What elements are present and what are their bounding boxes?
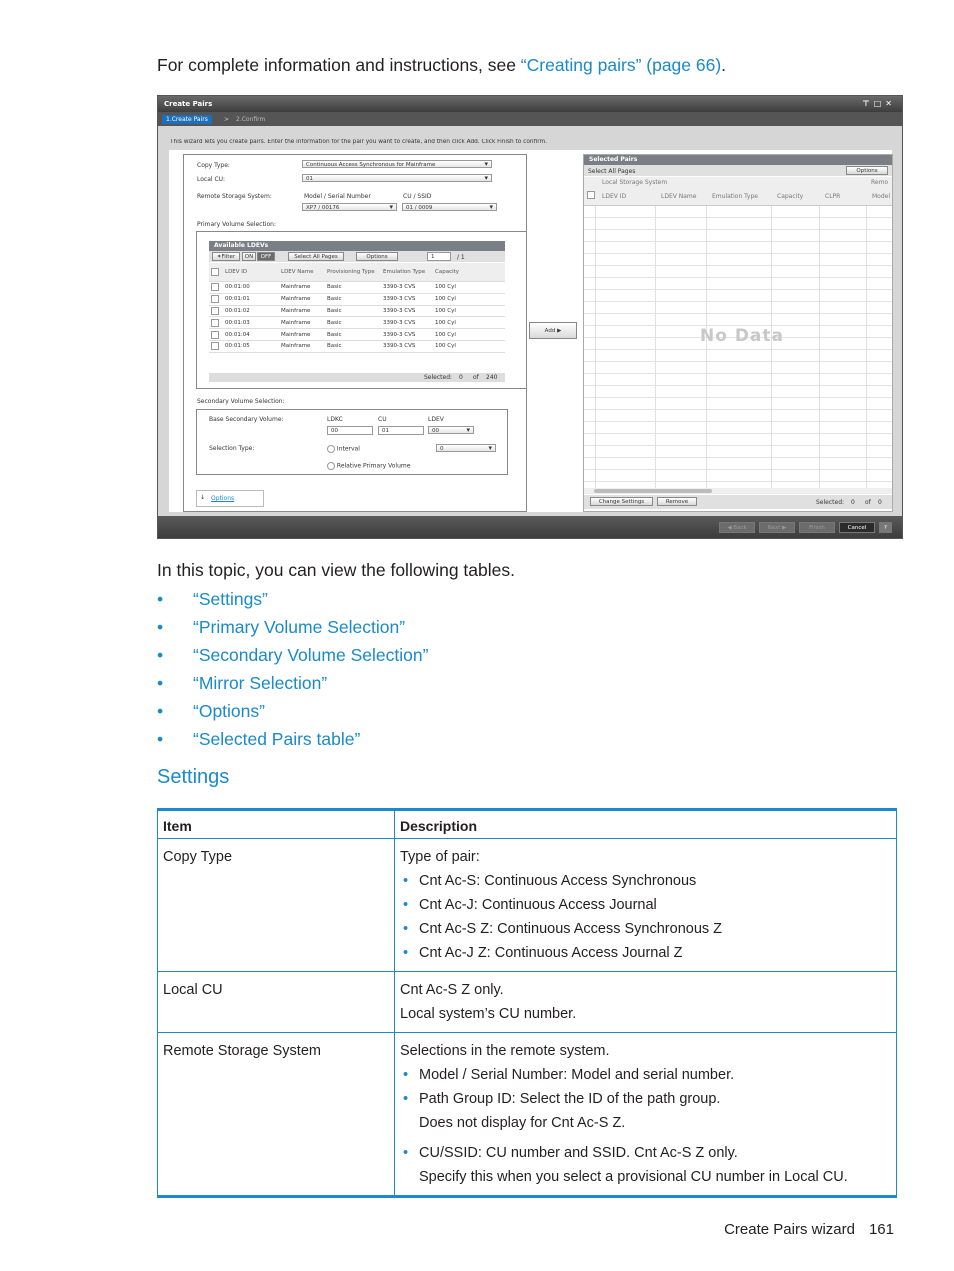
provisioning-type-cell: Basic (325, 293, 381, 305)
model-serial-select[interactable]: XP7 / 00176 ▾ (302, 203, 397, 211)
ldev-total: 240 (486, 374, 498, 381)
ldev-row[interactable] (209, 340, 505, 352)
ldev-name-cell: Mainframe (279, 317, 325, 329)
ldev-row-checkbox[interactable] (211, 319, 219, 327)
pairs-col-clpr[interactable]: CLPR (825, 193, 841, 200)
bullet-icon: • (157, 673, 164, 693)
col-provisioning-type[interactable]: Provisioning Type (325, 263, 381, 282)
copy-type-bullet: • Cnt Ac-J Z: Continuous Access Journal Z (400, 941, 891, 965)
change-settings-button[interactable]: Change Settings (590, 497, 653, 506)
relative-radio-icon (327, 462, 335, 470)
topic-link-item[interactable] (157, 701, 428, 729)
next-button[interactable]: Next ▶ (759, 522, 795, 533)
dialog-title: Create Pairs (164, 100, 213, 108)
local-cu-item: Local CU (158, 972, 395, 1033)
remote-header: Remo (871, 179, 889, 186)
provisioning-type-cell: Basic (325, 305, 381, 317)
pairs-grid (584, 206, 892, 488)
step-create-pairs: 1.Create Pairs (162, 115, 212, 124)
page-total: / 1 (457, 254, 465, 261)
topic-link[interactable]: “Settings” (193, 589, 268, 609)
select-all-checkbox[interactable] (211, 268, 219, 276)
dialog-button-bar (158, 516, 902, 538)
bullet-icon: • (157, 729, 164, 749)
window-controls-icon[interactable]: ⊤□✕ (862, 99, 896, 108)
ldev-row-checkbox-cell (209, 282, 223, 294)
pairs-col-capacity[interactable]: Capacity (777, 193, 804, 200)
topic-link[interactable]: “Primary Volume Selection” (193, 617, 406, 637)
ldev-options-button[interactable]: Options (356, 252, 398, 261)
remote-bullet-cu-ssid: • CU/SSID: CU number and SSID. Cnt Ac-S Z only. (400, 1141, 891, 1165)
remote-bullet-path-group: • Path Group ID: Select the ID of the path group. (400, 1087, 891, 1111)
copy-type-bullet: • Cnt Ac-S Z: Continuous Access Synchronous Z (400, 917, 891, 941)
relative-primary-label: Relative Primary Volume (336, 462, 411, 470)
bullet-icon: • (157, 645, 164, 665)
help-icon[interactable]: ? (879, 522, 892, 533)
pairs-footer (584, 495, 892, 509)
ldev-row-checkbox-cell (209, 317, 223, 329)
topic-link[interactable]: “Secondary Volume Selection” (193, 645, 429, 665)
page-number: 161 (868, 1221, 894, 1238)
topic-intro: In this topic, you can view the following tables. (157, 560, 515, 580)
topic-link-item[interactable] (157, 673, 428, 701)
intro-text (157, 55, 726, 76)
form-pane (183, 154, 527, 512)
ldev-name-cell: Mainframe (279, 329, 325, 341)
header-item: Item (158, 810, 395, 839)
remote-storage-description (395, 1033, 897, 1197)
local-cu-select[interactable]: 01 ▾ (302, 174, 492, 182)
available-ldevs-table (209, 263, 505, 353)
col-capacity[interactable]: Capacity (433, 263, 505, 282)
ldev-id-cell: 00:01:05 (223, 340, 279, 352)
select-all-pages-button[interactable]: Select All Pages (288, 252, 344, 261)
header-checkbox-cell (209, 263, 223, 282)
secondary-volume-label: Secondary Volume Selection: (197, 398, 285, 405)
interval-label: Interval (336, 445, 360, 453)
base-secondary-label: Base Secondary Volume: (209, 416, 284, 423)
ldev-row-checkbox[interactable] (211, 331, 219, 339)
topic-links-list (157, 589, 428, 757)
capacity-cell: 100 Cyl (433, 329, 505, 341)
row-local-cu (158, 972, 897, 1033)
selected-pairs-title: Selected Pairs (584, 155, 892, 165)
settings-heading: Settings (157, 766, 230, 788)
filter-off-button[interactable]: OFF (257, 252, 275, 261)
interval-radio-icon (327, 445, 335, 453)
provisioning-type-cell: Basic (325, 329, 381, 341)
step-separator: > (224, 116, 230, 123)
settings-header-row (158, 810, 897, 839)
remote-cu-ssid-note: Specify this when you select a provisional CU number in Local CU. (419, 1169, 848, 1185)
row-copy-type (158, 839, 897, 972)
ldev-row[interactable] (209, 293, 505, 305)
remove-button[interactable]: Remove (657, 497, 697, 506)
ldev-row-checkbox[interactable] (211, 307, 219, 315)
cu-input[interactable]: 01 (378, 426, 424, 435)
pairs-select-all-button[interactable]: Select All Pages (588, 168, 636, 175)
no-data-text: No Data (700, 326, 785, 346)
col-ldev-id[interactable]: LDEV ID (223, 263, 279, 282)
capacity-cell: 100 Cyl (433, 340, 505, 352)
copy-type-bullet: • Cnt Ac-J: Continuous Access Journal (400, 893, 891, 917)
ldkc-input[interactable]: 00 (327, 426, 373, 435)
selection-type-label: Selection Type: (209, 445, 255, 452)
cu-ssid-label: CU / SSID (403, 193, 432, 200)
ldev-id-cell: 00:01:01 (223, 293, 279, 305)
model-serial-label: Model / Serial Number (304, 193, 371, 200)
ldev-toolbar (209, 251, 505, 262)
bullet-icon: • (157, 589, 164, 609)
relative-primary-radio[interactable] (327, 462, 410, 470)
intro-suffix: . (721, 55, 727, 75)
col-ldev-name[interactable]: LDEV Name (279, 263, 325, 282)
capacity-cell: 100 Cyl (433, 317, 505, 329)
interval-radio[interactable] (327, 445, 360, 453)
wizard-instruction: This wizard lets you create pairs. Enter the information for the pair you want to create, and then click Add. Click Finish to confirm. (170, 139, 548, 145)
remote-storage-item: Remote Storage System (158, 1033, 395, 1197)
options-link[interactable]: Options (211, 495, 235, 502)
bullet-icon: • (157, 701, 164, 721)
pairs-options-button[interactable]: Options (846, 166, 888, 175)
remote-bullet-model: • Model / Serial Number: Model and serial number. (400, 1063, 891, 1087)
emulation-type-cell: 3390-3 CVS (381, 340, 433, 352)
ldev-row-checkbox[interactable] (211, 342, 219, 350)
create-pairs-screenshot (157, 95, 903, 539)
provisioning-type-cell: Basic (325, 340, 381, 352)
capacity-cell: 100 Cyl (433, 282, 505, 294)
pairs-group-header (584, 177, 892, 187)
local-cu-line2: Local system’s CU number. (400, 1006, 577, 1022)
copy-type-item: Copy Type (158, 839, 395, 972)
copy-type-description (395, 839, 897, 972)
ldev-name-cell: Mainframe (279, 340, 325, 352)
ldev-row[interactable] (209, 317, 505, 329)
pairs-col-ldev-name[interactable]: LDEV Name (661, 193, 697, 200)
ldev-row[interactable] (209, 305, 505, 317)
add-button[interactable]: Add ▶ (529, 322, 577, 339)
local-cu-label: Local CU: (197, 176, 226, 183)
copy-type-intro: Type of pair: (400, 849, 480, 865)
emulation-type-cell: 3390-3 CVS (381, 329, 433, 341)
primary-volume-label: Primary Volume Selection: (197, 221, 276, 228)
pairs-col-model[interactable]: Model (872, 193, 891, 200)
emulation-type-cell: 3390-3 CVS (381, 317, 433, 329)
creating-pairs-link[interactable]: “Creating pairs” (page 66) (520, 55, 722, 75)
ldev-label: LDEV (428, 416, 444, 423)
topic-link[interactable]: “Options” (193, 701, 265, 721)
ldev-row[interactable] (209, 329, 505, 341)
ldkc-label: LDKC (327, 416, 343, 423)
cu-ssid-select[interactable]: 01 / 0009 ▾ (402, 203, 497, 211)
filter-button[interactable]: ✶Filter (212, 252, 240, 261)
ldev-name-cell: Mainframe (279, 305, 325, 317)
provisioning-type-cell: Basic (325, 282, 381, 294)
row-remote-storage (158, 1033, 897, 1197)
ldev-name-cell: Mainframe (279, 282, 325, 294)
ldev-row-checkbox-cell (209, 293, 223, 305)
add-button-label: Add (544, 328, 556, 334)
local-cu-line1: Cnt Ac-S Z only. (400, 982, 504, 998)
double-chevron-down-icon: ↓ (200, 494, 206, 501)
intro-prefix: For complete information and instructions, see (157, 55, 521, 75)
cu-label: CU (378, 416, 387, 423)
cancel-button[interactable]: Cancel (839, 522, 875, 533)
provisioning-type-cell: Basic (325, 317, 381, 329)
finish-button[interactable]: Finish (799, 522, 835, 533)
copy-type-label: Copy Type: (197, 162, 230, 169)
ldev-id-cell: 00:01:00 (223, 282, 279, 294)
topic-link-item[interactable] (157, 589, 428, 617)
page-number-input[interactable]: 1 (427, 252, 451, 261)
ldev-selected-count: 0 (459, 374, 463, 381)
step-confirm: 2.Confirm (236, 116, 266, 123)
local-storage-header: Local Storage System (602, 179, 668, 186)
header-description: Description (395, 810, 897, 839)
back-button[interactable]: ◀ Back (719, 522, 755, 533)
capacity-cell: 100 Cyl (433, 305, 505, 317)
available-ldevs-panel (196, 231, 527, 389)
pairs-scroll-thumb[interactable] (594, 489, 712, 493)
available-ldevs-title: Available LDEVs (209, 241, 505, 251)
remote-intro: Selections in the remote system. (400, 1043, 610, 1059)
remote-path-group-note: Does not display for Cnt Ac-S Z. (419, 1115, 626, 1131)
local-cu-description (395, 972, 897, 1033)
topic-link-item[interactable] (157, 645, 428, 673)
pairs-total: 0 (878, 499, 882, 506)
options-expander[interactable] (196, 490, 264, 507)
ldev-row[interactable] (209, 282, 505, 294)
pairs-column-header (584, 187, 892, 206)
ldev-select[interactable]: 00 ▾ (428, 426, 474, 434)
ldev-id-cell: 00:01:03 (223, 317, 279, 329)
secondary-volume-panel (196, 409, 508, 475)
settings-table (157, 808, 897, 1198)
topic-link-item[interactable] (157, 729, 428, 757)
bullet-icon: • (157, 617, 164, 637)
emulation-type-cell: 3390-3 CVS (381, 305, 433, 317)
ldev-name-cell: Mainframe (279, 293, 325, 305)
remote-storage-label: Remote Storage System: (197, 193, 272, 200)
wizard-steps (158, 112, 902, 126)
page-footer (724, 1221, 894, 1238)
col-emulation-type[interactable]: Emulation Type (381, 263, 433, 282)
ldev-footer (209, 373, 505, 382)
ldev-id-cell: 00:01:02 (223, 305, 279, 317)
capacity-cell: 100 Cyl (433, 293, 505, 305)
pairs-select-checkbox[interactable] (587, 191, 595, 199)
pairs-of-label: of (865, 499, 871, 506)
copy-type-bullet: • Cnt Ac-S: Continuous Access Synchronous (400, 869, 891, 893)
ldev-id-cell: 00:01:04 (223, 329, 279, 341)
ldev-row-checkbox[interactable] (211, 283, 219, 291)
pairs-selected-count: 0 (851, 499, 855, 506)
dialog-titlebar (158, 96, 902, 112)
topic-link[interactable]: “Mirror Selection” (193, 673, 328, 693)
ldev-row-checkbox-cell (209, 305, 223, 317)
footer-title: Create Pairs wizard (724, 1221, 855, 1238)
ldev-row-checkbox[interactable] (211, 295, 219, 303)
filter-on-button[interactable]: ON (242, 252, 256, 261)
interval-select[interactable]: 0 ▾ (436, 444, 496, 452)
topic-link-item[interactable] (157, 617, 428, 645)
emulation-type-cell: 3390-3 CVS (381, 293, 433, 305)
pairs-col-emulation[interactable]: Emulation Type (712, 193, 758, 200)
emulation-type-cell: 3390-3 CVS (381, 282, 433, 294)
ldev-header-row (209, 263, 505, 282)
selected-pairs-toolbar (584, 165, 892, 176)
pairs-scrollbar[interactable] (584, 488, 892, 494)
pairs-col-ldev-id[interactable]: LDEV ID (602, 193, 627, 200)
topic-link[interactable]: “Selected Pairs table” (193, 729, 361, 749)
ldev-selected-label: Selected: (424, 374, 453, 381)
copy-type-select[interactable]: Continuous Access Synchronous for Mainframe ▾ (302, 160, 492, 168)
pairs-selected-label: Selected: (816, 499, 845, 506)
ldev-of-label: of (473, 374, 479, 381)
ldev-row-checkbox-cell (209, 329, 223, 341)
ldev-row-checkbox-cell (209, 340, 223, 352)
